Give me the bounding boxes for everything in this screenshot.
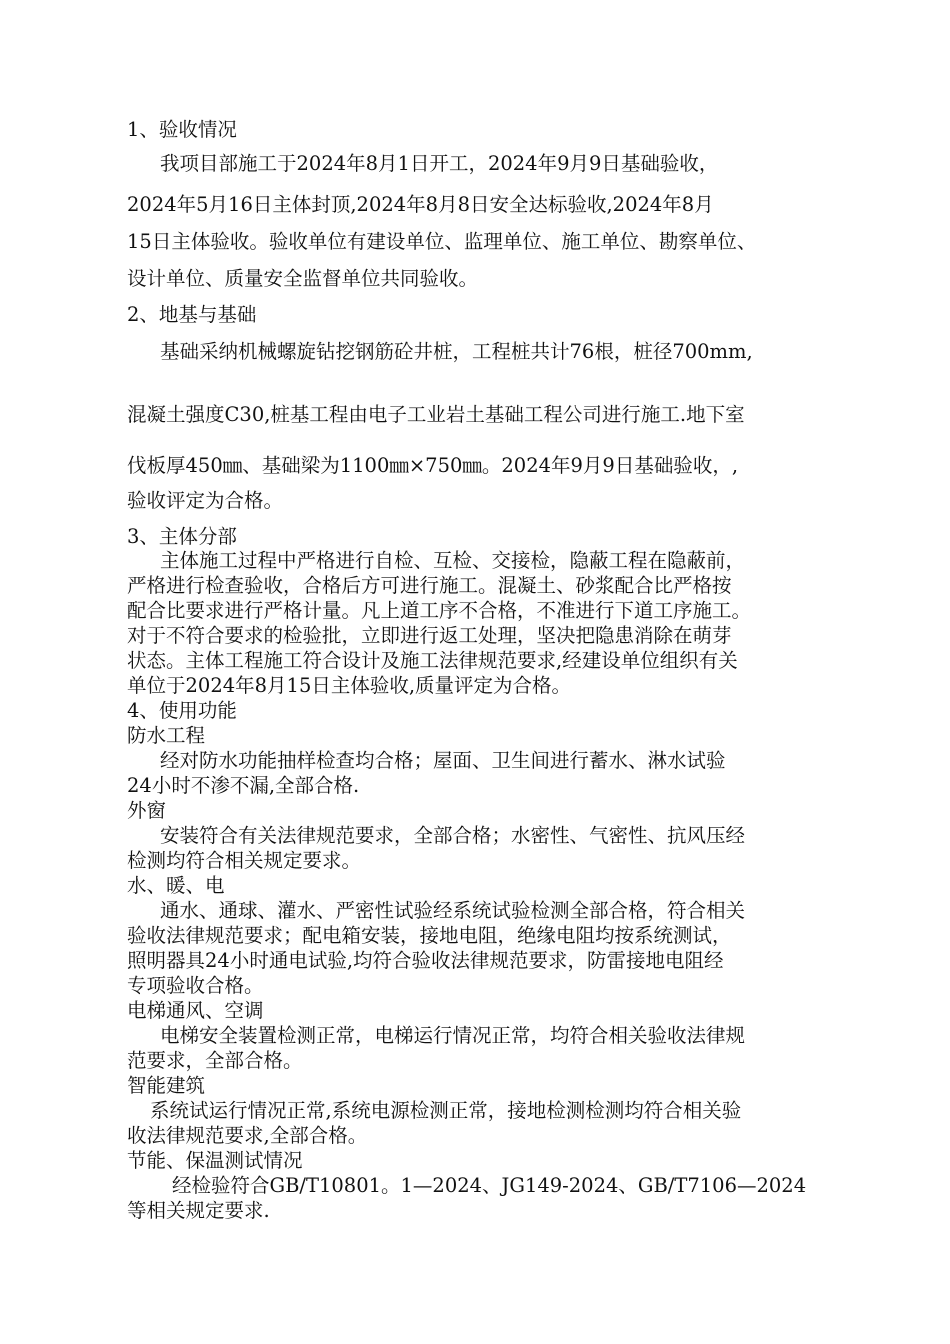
subheading-elevator: 电梯通风、空调 bbox=[127, 999, 264, 1022]
paragraph-line: 15日主体验收。验收单位有建设单位、监理单位、施工单位、勘察单位、 bbox=[127, 230, 757, 253]
paragraph-line: 等相关规定要求. bbox=[127, 1199, 270, 1222]
paragraph-line: 系统试运行情况正常,系统电源检测正常，接地检测检测均符合相关验 bbox=[150, 1099, 742, 1122]
subheading-energy-saving: 节能、保温测试情况 bbox=[127, 1149, 303, 1172]
heading-function: 4、使用功能 bbox=[127, 699, 237, 722]
subheading-waterproof: 防水工程 bbox=[127, 724, 206, 747]
paragraph-line: 通水、通球、灌水、严密性试验经系统试验检测全部合格，符合相关 bbox=[160, 899, 746, 922]
paragraph-line: 状态。主体工程施工符合设计及施工法律规范要求,经建设单位组织有关 bbox=[127, 649, 738, 672]
paragraph-line: 配合比要求进行严格计量。凡上道工序不合格，不准进行下道工序施工。 bbox=[127, 599, 752, 622]
subheading-smart-building: 智能建筑 bbox=[127, 1074, 206, 1097]
heading-foundation: 2、地基与基础 bbox=[127, 303, 257, 326]
paragraph-line: 混凝土强度C30,桩基工程由电子工业岩土基础工程公司进行施工.地下室 bbox=[127, 403, 745, 426]
paragraph-line: 主体施工过程中严格进行自检、互检、交接检，隐蔽工程在隐蔽前， bbox=[160, 549, 746, 572]
paragraph-line: 验收法律规范要求；配电箱安装，接地电阻，绝缘电阻均按系统测试， bbox=[127, 924, 732, 947]
paragraph-line: 单位于2024年8月15日主体验收,质量评定为合格。 bbox=[127, 674, 572, 697]
heading-main-structure: 3、主体分部 bbox=[127, 525, 237, 548]
paragraph-line: 基础采纳机械螺旋钻挖钢筋砼井桩，工程桩共计76根，桩径700mm, bbox=[160, 340, 753, 363]
paragraph-line: 我项目部施工于2024年8月1日开工，2024年9月9日基础验收， bbox=[160, 152, 719, 175]
paragraph-line: 检测均符合相关规定要求。 bbox=[127, 849, 362, 872]
paragraph-line: 电梯安全装置检测正常，电梯运行情况正常，均符合相关验收法律规 bbox=[160, 1024, 746, 1047]
paragraph-line: 经检验符合GB/T10801。1—2024、JG149-2024、GB/T7106—2024 bbox=[172, 1174, 807, 1197]
paragraph-line: 严格进行检查验收，合格后方可进行施工。混凝土、砂浆配合比严格按 bbox=[127, 574, 732, 597]
paragraph-line: 对于不符合要求的检验批，立即进行返工处理，坚决把隐患消除在萌芽 bbox=[127, 624, 732, 647]
heading-acceptance: 1、验收情况 bbox=[127, 118, 237, 141]
paragraph-line: 专项验收合格。 bbox=[127, 974, 264, 997]
paragraph-line: 设计单位、质量安全监督单位共同验收。 bbox=[127, 267, 479, 290]
paragraph-line: 范要求，全部合格。 bbox=[127, 1049, 303, 1072]
paragraph-line: 2024年5月16日主体封顶,2024年8月8日安全达标验收,2024年8月 bbox=[127, 193, 714, 216]
paragraph-line: 验收评定为合格。 bbox=[127, 489, 284, 512]
paragraph-line: 安装符合有关法律规范要求，全部合格；水密性、气密性、抗风压经 bbox=[160, 824, 746, 847]
subheading-mep: 水、暖、电 bbox=[127, 874, 225, 897]
paragraph-line: 24小时不渗不漏,全部合格. bbox=[127, 774, 360, 797]
paragraph-line: 伐板厚450㎜、基础梁为1100㎜×750㎜。2024年9月9日基础验收，, bbox=[127, 454, 739, 477]
subheading-windows: 外窗 bbox=[127, 799, 167, 822]
paragraph-line: 收法律规范要求,全部合格。 bbox=[127, 1124, 368, 1147]
paragraph-line: 照明器具24小时通电试验,均符合验收法律规范要求，防雷接地电阻经 bbox=[127, 949, 724, 972]
paragraph-line: 经对防水功能抽样检查均合格；屋面、卫生间进行蓄水、淋水试验 bbox=[160, 749, 726, 772]
